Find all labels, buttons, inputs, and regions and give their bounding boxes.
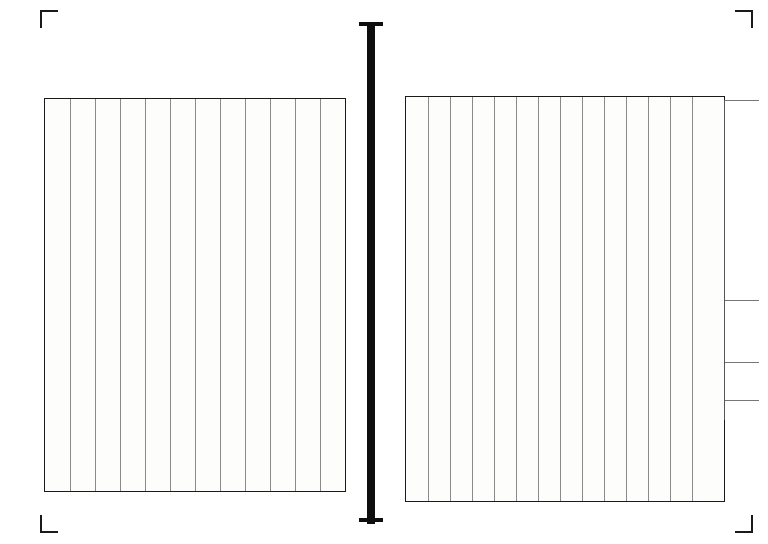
crop-mark-top-left (40, 10, 58, 28)
binding-spine (367, 24, 375, 524)
left-column-10 (96, 99, 118, 491)
left-column-8 (146, 99, 168, 491)
ledger-header-block (724, 100, 759, 420)
left-page (44, 98, 346, 492)
header-divider (725, 300, 759, 301)
right-column-10 (500, 97, 522, 501)
right-column-11 (478, 97, 500, 501)
right-column-14 (410, 97, 432, 501)
header-divider (725, 400, 759, 401)
left-column-9 (121, 99, 143, 491)
binding-cap-bottom (359, 518, 383, 522)
header-divider (725, 100, 759, 101)
left-column-7 (171, 99, 193, 491)
crop-mark-bottom-left (40, 515, 58, 533)
crop-mark-top-right (735, 10, 753, 28)
header-divider (725, 362, 759, 363)
left-column-3 (271, 99, 293, 491)
crop-mark-bottom-right (735, 515, 753, 533)
right-column-1 (698, 97, 720, 501)
right-column-12 (456, 97, 478, 501)
right-column-2 (676, 97, 698, 501)
left-column-11 (71, 99, 93, 491)
right-column-4 (632, 97, 654, 501)
right-column-5 (610, 97, 632, 501)
left-column-12 (47, 99, 69, 491)
left-column-1 (321, 99, 343, 491)
right-column-6 (588, 97, 610, 501)
right-column-8 (544, 97, 566, 501)
left-column-6 (196, 99, 218, 491)
right-column-13 (434, 97, 456, 501)
right-column-9 (522, 97, 544, 501)
left-column-4 (246, 99, 268, 491)
right-page (405, 96, 725, 502)
right-column-7 (566, 97, 588, 501)
left-column-5 (221, 99, 243, 491)
left-column-2 (296, 99, 318, 491)
right-column-3 (654, 97, 676, 501)
